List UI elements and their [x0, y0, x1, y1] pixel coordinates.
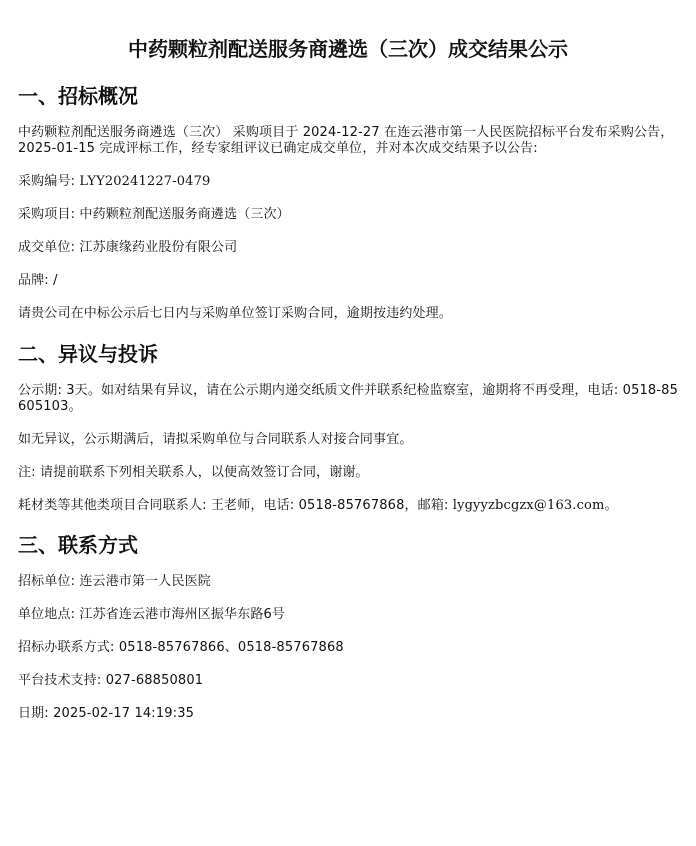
contract-contact-suffix: 。	[604, 498, 618, 513]
section-heading-overview: 一、招标概况	[18, 84, 138, 108]
overview-intro: 中药颗粒剂配送服务商遴选（三次） 采购项目于 2024-12-27 在连云港市第一人民医院招标平台发布采购公告，2025-01-15 完成评标工作，经专家组评议已确定成交单位，并对本次成交结果予以公告:	[18, 125, 674, 156]
org-address: 单位地点: 江苏省连云港市海州区振华东路6号	[18, 607, 286, 622]
page-title: 中药颗粒剂配送服务商遴选（三次）成交结果公示	[128, 37, 568, 61]
office-phone: 招标办联系方式: 0518-85767866、0518-85767868	[18, 640, 344, 655]
brand-row	[18, 273, 678, 289]
contract-contact-email: lygyyzbcgzx@163.com	[452, 498, 605, 513]
brand-value: /	[53, 273, 58, 288]
winning-bidder-label: 成交单位:	[18, 240, 80, 255]
winning-bidder-value: 江苏康缘药业股份有限公司	[79, 240, 238, 255]
winning-bidder-row	[18, 240, 678, 256]
contract-contact-row	[18, 498, 678, 514]
publicity-period: 公示期: 3天。如对结果有异议，请在公示期内递交纸质文件并联系纪检监察室，逾期将不再受理，电话: 0518-85605103。	[18, 383, 679, 414]
section-heading-objection: 二、异议与投诉	[18, 342, 158, 366]
procurement-code-label: 采购编号:	[18, 174, 80, 189]
contact-reminder: 注: 请提前联系下列相关联系人，以便高效签订合同，谢谢。	[18, 465, 369, 480]
procurement-project-row	[18, 207, 678, 223]
no-objection-note: 如无异议，公示期满后，请拟采购单位与合同联系人对接合同事宜。	[18, 432, 413, 447]
procurement-project-value: 中药颗粒剂配送服务商遴选（三次）	[79, 207, 290, 222]
procurement-code-value: LYY20241227-0479	[79, 174, 211, 189]
procurement-code-row	[18, 174, 678, 190]
contract-contact-text: 耗材类等其他类项目合同联系人: 王老师，电话: 0518-85767868，邮箱:	[18, 498, 453, 513]
section-heading-contact: 三、联系方式	[18, 533, 138, 557]
tech-support-phone: 平台技术支持: 027-68850801	[18, 673, 204, 688]
tendering-org: 招标单位: 连云港市第一人民医院	[18, 574, 211, 589]
brand-label: 品牌:	[18, 273, 54, 288]
publish-date: 日期: 2025-02-17 14:19:35	[18, 706, 195, 721]
contract-notice: 请贵公司在中标公示后七日内与采购单位签订采购合同，逾期按违约处理。	[18, 306, 452, 321]
procurement-project-label: 采购项目:	[18, 207, 80, 222]
